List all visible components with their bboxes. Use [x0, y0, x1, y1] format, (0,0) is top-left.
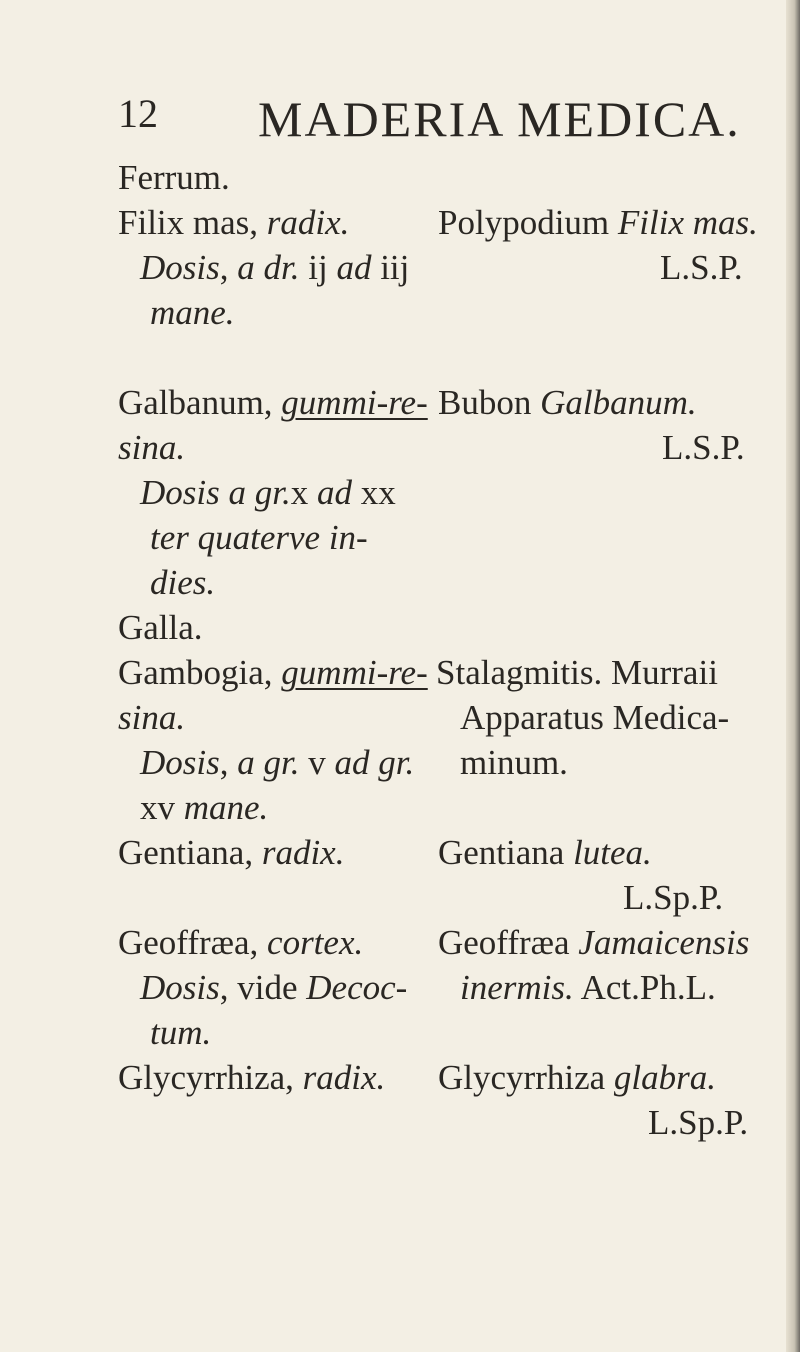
entry-name-line — [118, 833, 344, 873]
roman-text: Stalagmitis. Murraii — [436, 653, 718, 692]
entry-dose-line — [150, 563, 215, 603]
entry-reference-line — [460, 968, 716, 1008]
italic-text: sina. — [118, 698, 186, 737]
page-number: 12 — [118, 91, 158, 136]
italic-text: radix. — [302, 1058, 386, 1097]
roman-text: minum. — [460, 743, 568, 782]
roman-text: Geoffræa — [438, 923, 579, 962]
page-edge — [786, 0, 800, 1352]
entry-dose-line — [140, 788, 268, 828]
italic-text: a dr. — [237, 248, 300, 287]
roman-text: L.Sp.P. — [623, 878, 724, 917]
italic-text: cortex. — [267, 923, 364, 962]
entry-dose-line — [140, 473, 396, 513]
entry-name-line — [118, 383, 428, 423]
entry-dose-line — [150, 293, 235, 333]
entry-name-line — [118, 923, 363, 963]
entry-reference-line — [460, 698, 729, 738]
roman-text: Galla. — [118, 608, 203, 647]
roman-text: L.S.P. — [662, 428, 745, 467]
entry-reference-line — [660, 248, 743, 288]
italic-text: ad — [316, 473, 352, 512]
roman-text: L.Sp.P. — [648, 1103, 749, 1142]
entry-reference-line — [436, 653, 718, 693]
roman-text: , — [219, 743, 238, 782]
roman-text: Gentiana — [438, 833, 574, 872]
entry-name-line — [118, 428, 185, 468]
roman-text: v — [299, 743, 335, 782]
roman-text: , vide — [219, 968, 307, 1007]
italic-text: glabra. — [613, 1058, 716, 1097]
italic-text: sina. — [118, 428, 186, 467]
italic-text: radix. — [266, 203, 350, 242]
italic-text: Dosis — [140, 248, 220, 287]
roman-text: xx — [351, 473, 396, 512]
italic-text: lutea. — [573, 833, 652, 872]
entry-dose-line — [150, 1013, 211, 1053]
italic-text: mane. — [183, 788, 269, 827]
entry-reference-line — [438, 833, 652, 873]
entry-reference-line — [623, 878, 723, 918]
entry-name-line — [118, 608, 203, 648]
running-title: MADERIA MEDICA. — [258, 91, 741, 147]
entry-reference-line — [438, 1058, 716, 1098]
roman-text: , — [219, 248, 238, 287]
roman-text: iij — [371, 248, 410, 287]
page-header — [0, 90, 800, 147]
entry-dose-line — [150, 518, 368, 558]
entry-name-line — [118, 653, 428, 693]
roman-text: Bubon — [438, 383, 541, 422]
entry-reference-line — [460, 743, 568, 783]
roman-text: Act.Ph.L. — [573, 968, 716, 1007]
roman-text: Gentiana, — [118, 833, 262, 872]
entry-dose-line — [140, 968, 407, 1008]
roman-text: Ferrum. — [118, 158, 230, 197]
roman-text: Polypodium — [438, 203, 618, 242]
roman-text: xv — [140, 788, 184, 827]
italic-text: gummi-re- — [281, 383, 428, 422]
entry-dose-line — [140, 248, 409, 288]
italic-text: dies. — [150, 563, 216, 602]
roman-text: Glycyrrhiza, — [118, 1058, 303, 1097]
italic-text: gummi-re- — [281, 653, 428, 692]
italic-text: inermis. — [460, 968, 574, 1007]
italic-text: Decoc- — [306, 968, 408, 1007]
italic-text: ad — [336, 248, 372, 287]
entry-reference-line — [438, 923, 749, 963]
roman-text: Filix mas, — [118, 203, 267, 242]
roman-text: ij — [299, 248, 337, 287]
italic-text: Galbanum. — [540, 383, 697, 422]
roman-text: Glycyrrhiza — [438, 1058, 614, 1097]
roman-text: Galbanum, — [118, 383, 282, 422]
entry-name-line — [118, 698, 185, 738]
roman-text: L.S.P. — [660, 248, 743, 287]
italic-text: Dosis — [140, 968, 220, 1007]
entry-reference-line — [438, 383, 697, 423]
entry-reference-line — [648, 1103, 748, 1143]
italic-text: Jamaicensis — [578, 923, 750, 962]
entry-dose-line — [140, 743, 414, 783]
italic-text: Dosis — [140, 743, 220, 782]
entry-name-line — [118, 158, 230, 198]
italic-text: a gr. — [237, 743, 300, 782]
roman-text: Apparatus Medica- — [460, 698, 730, 737]
italic-text: mane. — [150, 293, 235, 332]
italic-text: radix. — [261, 833, 345, 872]
entry-name-line — [118, 203, 349, 243]
entry-reference-line — [662, 428, 745, 468]
italic-text: ad gr. — [334, 743, 415, 782]
entry-reference-line — [438, 203, 758, 243]
roman-text: Gambogia, — [118, 653, 282, 692]
roman-text: x — [290, 473, 317, 512]
italic-text: ter quaterve in- — [150, 518, 368, 557]
italic-text: Filix mas. — [617, 203, 758, 242]
entry-name-line — [118, 1058, 385, 1098]
roman-text: Geoffræa, — [118, 923, 268, 962]
italic-text: tum. — [150, 1013, 212, 1052]
italic-text: Dosis a gr. — [140, 473, 291, 512]
